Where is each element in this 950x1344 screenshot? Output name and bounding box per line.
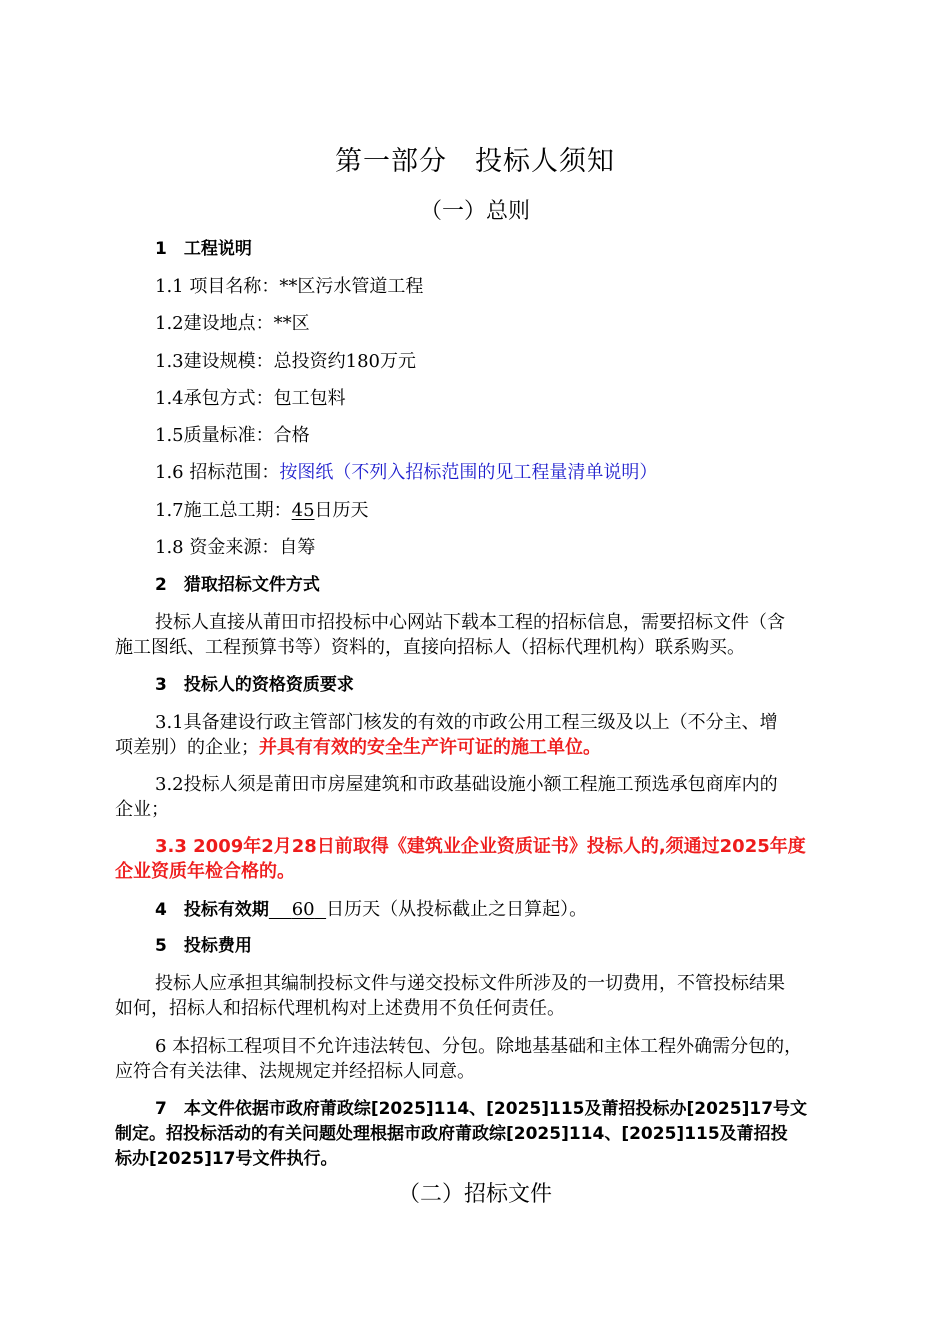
item-contract-mode: 1.4承包方式：包工包料 [155, 388, 346, 409]
heading-bid-costs: 5 投标费用 [155, 936, 252, 956]
qualification-3-1-line1: 3.1具备建设行政主管部门核发的有效的市政公用工程三级及以上（不分主、增 [155, 712, 778, 733]
bid-costs-line2: 如何，招标人和招标代理机构对上述费用不负任何责任。 [115, 998, 565, 1019]
period-label: 1.7施工总工期： [155, 500, 292, 521]
heading-qualification: 3 投标人的资格资质要求 [155, 675, 354, 695]
item-quality: 1.5质量标准：合格 [155, 425, 310, 446]
item-scope [155, 460, 657, 485]
basis-line3: 标办[2025]17号文件执行。 [115, 1149, 338, 1169]
item-funding: 1.8 资金来源：自筹 [155, 537, 316, 558]
heading-project-description: 1 工程说明 [155, 239, 252, 259]
qualification-3-3-line2: 企业资质年检合格的。 [115, 861, 295, 882]
scope-label: 1.6 招标范围： [155, 462, 280, 483]
period-unit: 日历天 [314, 500, 369, 521]
qualification-3-1-line2 [115, 735, 601, 760]
section-title-general: （一）总则 [419, 199, 530, 224]
paragraph-obtain-line2: 施工图纸、工程预算书等）资料的，直接向招标人（招标代理机构）联系购买。 [115, 637, 745, 658]
basis-line1: 7 本文件依据市政府莆政综[2025]114、[2025]115及莆招投标办[2025]17号文 [155, 1099, 808, 1119]
validity-label: 4 投标有效期 [155, 900, 269, 920]
qualification-3-2-line2: 企业； [115, 799, 169, 820]
qualification-3-1-plain: 项差别）的企业； [115, 737, 259, 758]
item-project-name: 1.1 项目名称：**区污水管道工程 [155, 276, 424, 297]
qualification-3-2-line1: 3.2投标人须是莆田市房屋建筑和市政基础设施小额工程施工预选承包商库内的 [155, 774, 778, 795]
item-period [155, 498, 369, 523]
period-value: 45 [291, 500, 315, 521]
qualification-3-1-red: 并具有有效的安全生产许可证的施工单位。 [259, 737, 601, 758]
item-scale: 1.3建设规模：总投资约180万元 [155, 351, 416, 372]
qualification-3-3-line1: 3.3 2009年2月28日前取得《建筑业企业资质证书》投标人的,须通过2025年度 [155, 836, 806, 857]
basis-line2: 制定。招投标活动的有关问题处理根据市政府莆政综[2025]114、[2025]115及莆招投 [115, 1124, 788, 1144]
section-title-tender-documents: （二）招标文件 [397, 1182, 552, 1207]
validity-value [269, 899, 326, 920]
item-location: 1.2建设地点：**区 [155, 313, 310, 334]
subcontract-line2: 应符合有关法律、法规规定并经招标人同意。 [115, 1061, 475, 1082]
subcontract-line1: 6 本招标工程项目不允许违法转包、分包。除地基基础和主体工程外确需分包的， [155, 1036, 803, 1057]
paragraph-obtain-line1: 投标人直接从莆田市招投标中心网站下载本工程的招标信息，需要招标文件（含 [155, 612, 785, 633]
validity-rest: 日历天（从投标截止之日算起）。 [326, 899, 588, 920]
scope-value: 按图纸（不列入招标范围的见工程量清单说明） [279, 462, 658, 483]
heading-obtain-documents: 2 猎取招标文件方式 [155, 575, 320, 595]
validity-period [155, 897, 587, 923]
part-title: 第一部分 投标人须知 [335, 146, 615, 177]
validity-number: 60 [291, 899, 315, 920]
bid-costs-line1: 投标人应承担其编制投标文件与递交投标文件所涉及的一切费用，不管投标结果 [155, 973, 785, 994]
